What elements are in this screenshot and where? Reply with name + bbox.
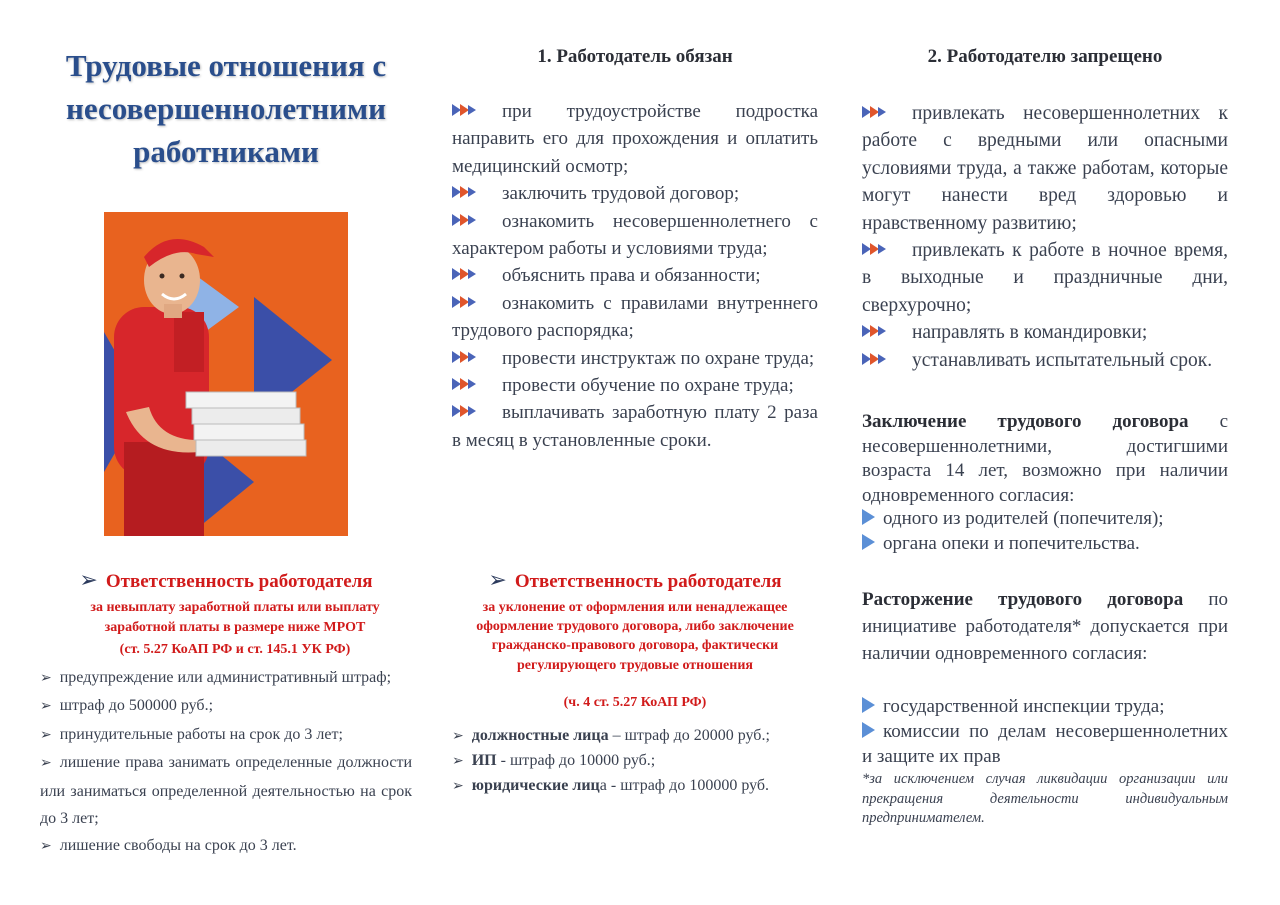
triangle-bullet-icon [862,509,875,525]
responsibility-ref-2: (ч. 4 ст. 5.27 КоАП РФ) [563,695,707,710]
check-arrow-icon: ➢ [452,754,464,769]
list-item: устанавливать испытательный срок. [862,347,1228,374]
check-arrow-icon: ➢ [40,727,52,743]
footnote: *за исключением случая ликвидации организации или прекращения деятельности индивидуальным предпринимателем. [862,771,1228,826]
list-item: направлять в командировки; [862,319,1228,346]
list-item: ➢ штраф до 500000 руб.; [40,697,214,715]
list-item: привлекать к работе в ночное время, в выходные и праздничные дни, сверхурочно; [862,240,1228,316]
contract-paragraph: Заключение трудового договора с несовершеннолетними, достигшими возраста 14 лет, возможно при наличии одновременного согласия: [862,411,1228,506]
list-item: выплачивать заработную плату 2 раза в месяц в установленные сроки. [452,402,818,451]
contract-consent-list [862,506,1228,556]
responsibility-subtitle-1: за невыплату заработной платы или выплату заработной платы в размере ниже МРОТ [90,600,380,635]
list-item: привлекать несовершеннолетних к работе с вредными или опасными условиями труда, а также работам, которые могут нанести вред здоровью и нравственному развитию; [862,103,1228,234]
double-arrow-icon [452,104,478,116]
list-item: одного из родителей (попечителя); [862,506,1228,531]
responsibility-subtitle-2: за уклонение от оформления или ненадлежащее оформление трудового договора, либо заключение гражданско-правового договора, фактически регулирующего трудовые отношения [476,600,794,673]
double-arrow-icon [862,325,888,337]
double-arrow-icon [452,186,478,198]
check-arrow-icon: ➢ [40,699,52,715]
termination-paragraph: Расторжение трудового договора по инициативе работодателя* допускается при наличии одновременного согласия: [862,589,1229,664]
list-item: объяснить права и обязанности; [452,262,818,289]
double-arrow-icon [452,351,478,363]
triangle-bullet-icon [862,697,875,713]
double-arrow-icon [862,106,888,118]
check-arrow-icon: ➢ [40,839,52,855]
list-item: ➢ предупреждение или административный штраф; [40,669,392,686]
list-item: ➢ должностные лица – штраф до 20000 руб.; [452,727,770,744]
list-item: провести инструктаж по охране труда; [452,345,818,372]
list-item: ознакомить несовершеннолетнего с характером работы и условиями труда; [452,210,818,260]
check-arrow-icon: ➢ [40,756,52,772]
photo-illustration [104,212,348,536]
teen-worker-photo [104,212,348,536]
prohibited-heading: 2. Работодателю запрещено [927,46,1163,67]
double-arrow-icon [452,268,478,280]
list-item: ➢ лишение права занимать определенные должности или заниматься определенной деятельностью на срок до 3 лет; [40,754,412,828]
list-item: ➢ лишение свободы на срок до 3 лет. [40,837,297,855]
check-arrow-icon: ➢ [40,671,52,686]
check-arrow-icon: ➢ [488,567,507,592]
list-item: ознакомить с правилами внутреннего трудового распорядка; [452,292,818,342]
prohibited-list [862,100,1228,374]
list-item: заключить трудовой договор; [452,180,818,207]
triangle-bullet-icon [862,722,875,738]
termination-consent-list [862,694,1228,769]
page-title: Трудовые отношения с несовершеннолетними работниками [65,48,387,169]
responsibility-ref-1: (ст. 5.27 КоАП РФ и ст. 145.1 УК РФ) [119,642,351,657]
list-item: органа опеки и попечительства. [862,531,1228,556]
duties-list [452,98,818,454]
list-item: провести обучение по охране труда; [452,372,818,399]
double-arrow-icon [452,214,478,226]
double-arrow-icon [452,296,478,308]
list-item: комиссии по делам несовершеннолетних и защите их прав [862,721,1228,767]
double-arrow-icon [862,243,888,255]
responsibility-title-2: ➢ Ответственность работодателя [488,567,782,592]
triangle-bullet-icon [862,534,875,550]
duties-heading: 1. Работодатель обязан [537,46,733,67]
check-arrow-icon: ➢ [452,779,464,794]
list-item: при трудоустройстве подростка направить его для прохождения и оплатить медицинский осмотр; [452,101,818,177]
list-item: ➢ юридические лица - штраф до 100000 руб. [452,777,770,794]
double-arrow-icon [452,378,478,390]
list-item: государственной инспекции труда; [862,694,1228,719]
check-arrow-icon: ➢ [79,567,98,592]
penalty-list-1 [40,664,412,861]
penalty-list-2 [452,724,818,799]
list-item: ➢ принудительные работы на срок до 3 лет; [40,725,343,743]
responsibility-title-1: ➢ Ответственность работодателя [79,567,373,592]
list-item: ➢ ИП - штраф до 10000 руб.; [452,752,656,769]
check-arrow-icon: ➢ [452,729,464,744]
double-arrow-icon [862,353,888,365]
double-arrow-icon [452,405,478,417]
